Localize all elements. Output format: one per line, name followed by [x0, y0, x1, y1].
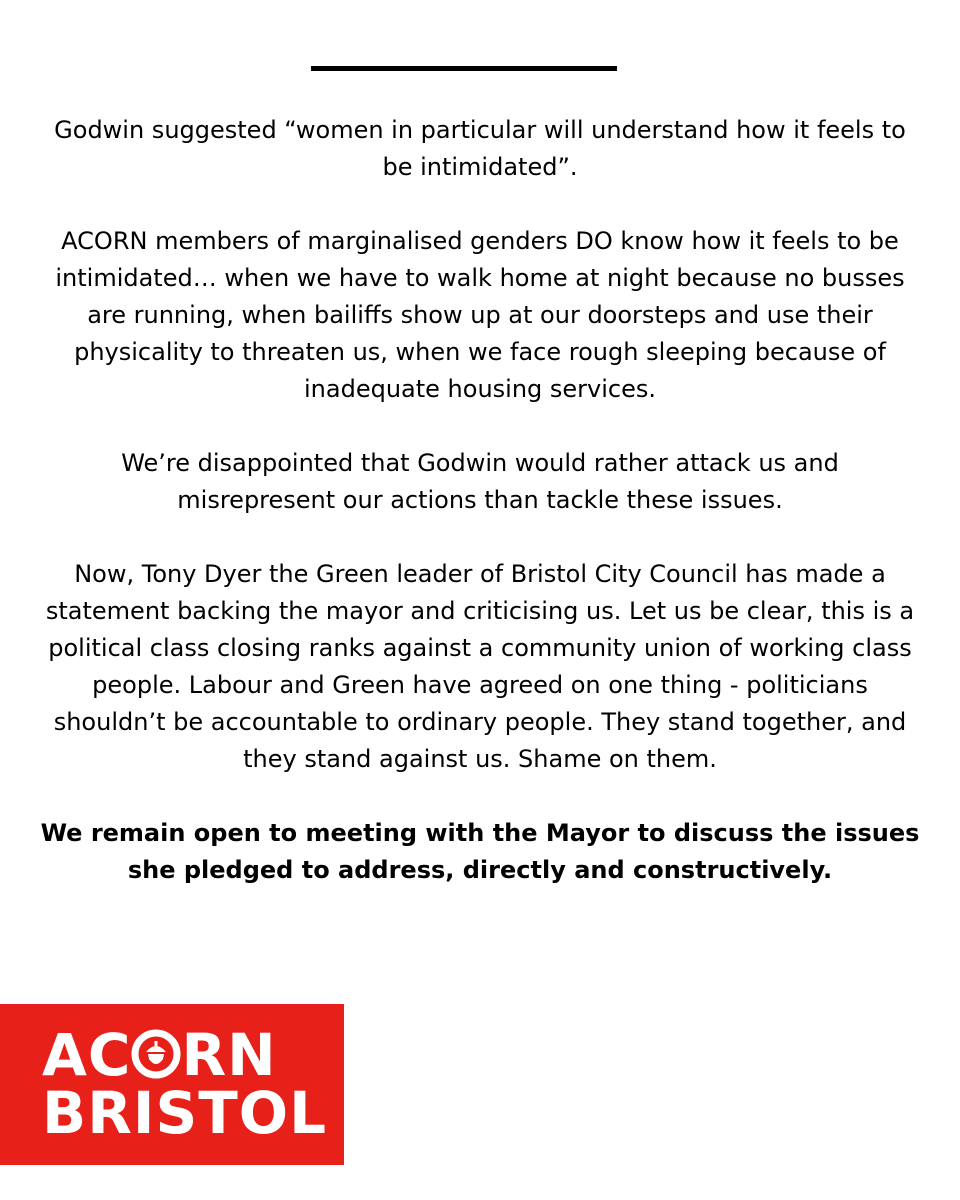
- paragraph-4: Now, Tony Dyer the Green leader of Bristol City Council has made a statement backing the mayor and criticising us. Let us be clear, this is a political class closing ranks against a community union of working class people. Labour and Green have agreed on one thing - politicians shouldn’t be accountable to ordinary people. They stand together, and they stand against us. Shame on them.: [45, 560, 915, 773]
- paragraph-1: Godwin suggested “women in particular will understand how it feels to be intimidated”.: [54, 116, 906, 181]
- top-divider: [311, 66, 617, 71]
- statement-body: [40, 112, 920, 926]
- logo-prefix: AC: [42, 1021, 132, 1089]
- acorn-icon: [131, 1029, 181, 1079]
- paragraph-2: ACORN members of marginalised genders DO know how it feels to be intimidated… when we have to walk home at night because no busses are running, when bailiffs show up at our doorsteps and use their physicality to threaten us, when we face rough sleeping because of inadequate housing services.: [55, 227, 905, 403]
- logo-line-2: BRISTOL: [42, 1079, 328, 1147]
- logo-line-1: [42, 1021, 277, 1089]
- paragraph-3: We’re disappointed that Godwin would rather attack us and misrepresent our actions than tackle these issues.: [121, 449, 839, 514]
- logo-suffix: RN: [181, 1021, 277, 1089]
- acorn-bristol-logo: [0, 1004, 344, 1165]
- closing-statement: We remain open to meeting with the Mayor to discuss the issues she pledged to address, directly and constructively.: [40, 819, 920, 884]
